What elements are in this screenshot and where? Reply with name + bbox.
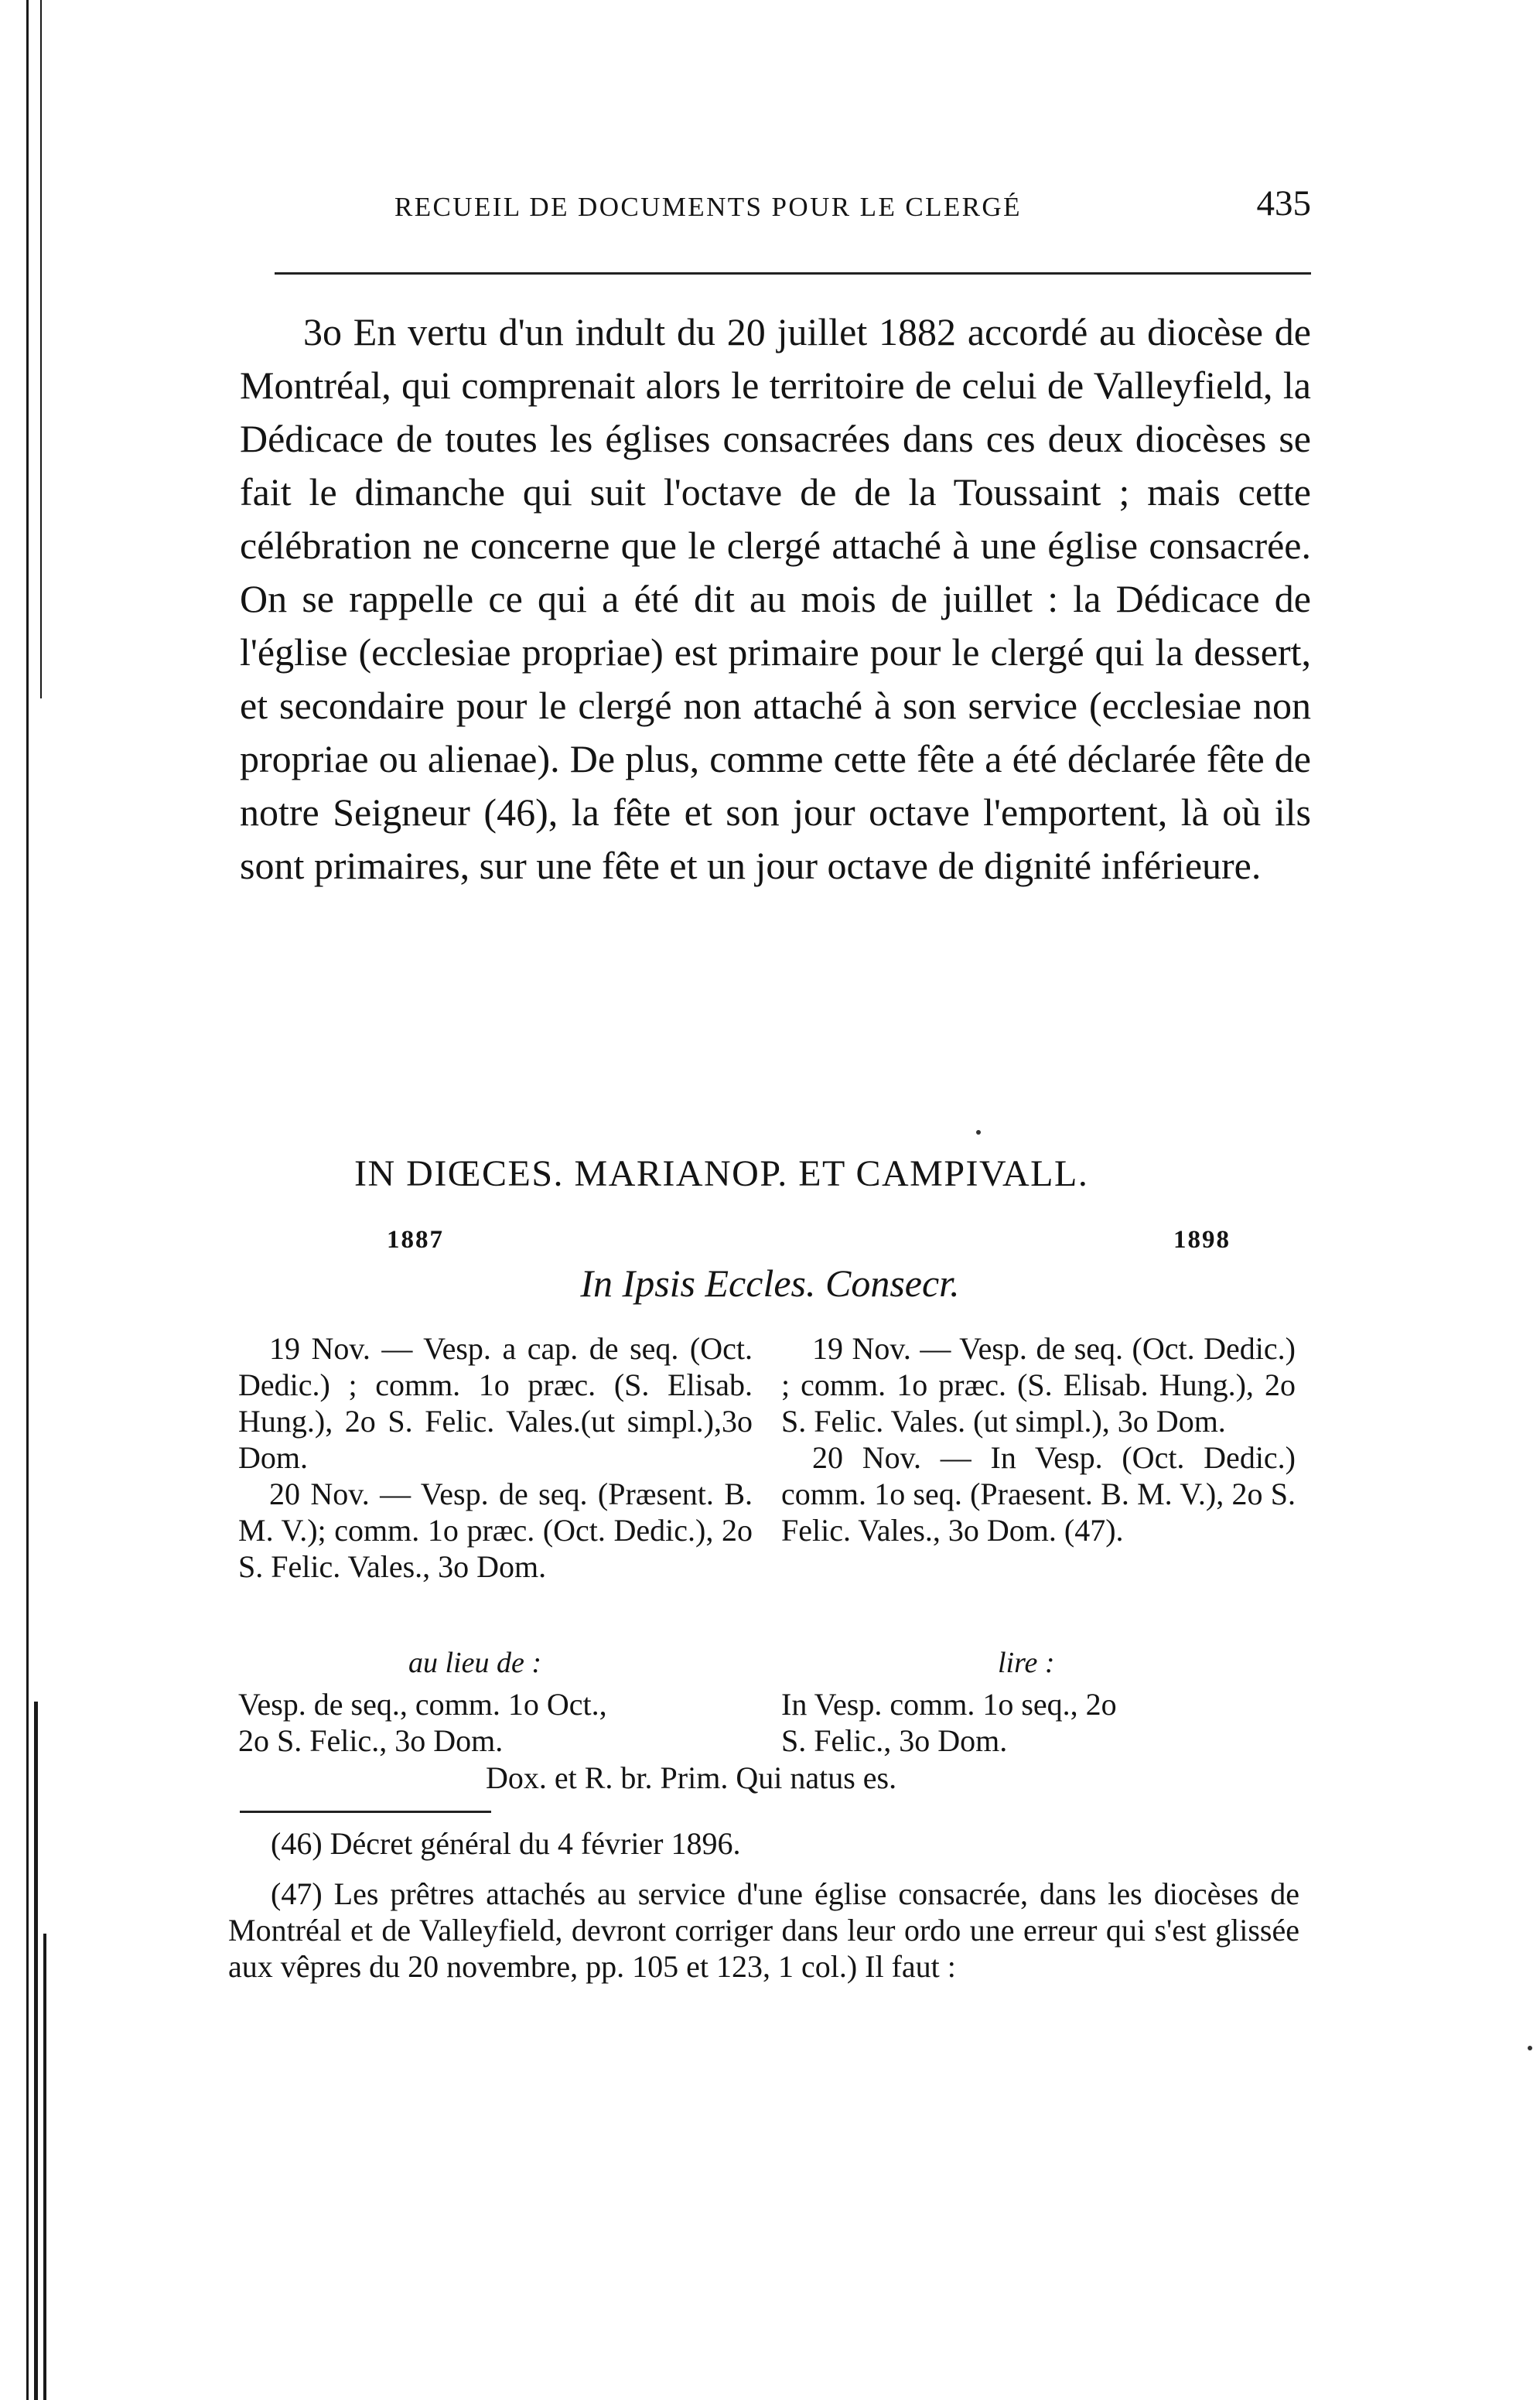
stray-dot — [1528, 2046, 1532, 2050]
closing-line: Dox. et R. br. Prim. Qui natus es. — [486, 1760, 897, 1795]
main-paragraph: 3o En vertu d'un indult du 20 juillet 1882 accordé au diocèse de Montréal, qui comprenait alors le territoire de celui de Valleyfield, la Dédicace de toutes les églises consacrées dans ces deux diocèses se fait le dimanche qui suit l'octave de de la Toussaint ; mais cette célébration ne concerne que le clergé attaché à une église consacrée. On se rappelle ce qui a été dit au mois de juillet : la Dédicace de l'église (ecclesiae propriae) est primaire pour le clergé qui la dessert, et secondaire pour le clergé non attaché à son service (ecclesiae non propriae ou alienae). De plus, comme cette fête a été déclarée fête de notre Seigneur (46), la fête et son jour octave l'emportent, là où ils sont primaires, sur une fête et un jour octave de dignité inférieure. — [240, 310, 1311, 887]
footnote-46: (46) Décret général du 4 février 1896. — [271, 1826, 741, 1861]
year-left: 1887 — [387, 1226, 444, 1254]
year-right: 1898 — [1173, 1226, 1231, 1254]
label-read: lire : — [998, 1647, 1055, 1679]
right-entry-20-nov: 20 Nov. — In Vesp. (Oct. Dedic.) comm. 1o seq. (Praesent. B. M. V.), 2o S. Felic. Vales., 3o Dom. (47). — [781, 1440, 1296, 1548]
page-number: 435 — [1256, 183, 1311, 224]
section-subheading: In Ipsis Eccles. Consecr. — [580, 1261, 960, 1305]
footnote-rule — [240, 1811, 491, 1813]
left-entry-19-nov: 19 Nov. — Vesp. a cap. de seq. (Oct. Dedic.) ; comm. 1o præc. (S. Elisab. Hung.), 2o S. Felic. Vales.(ut simpl.),3o Dom. — [238, 1331, 753, 1475]
left-column — [238, 1330, 753, 1585]
right-entry-19-nov: 19 Nov. — Vesp. de seq. (Oct. Dedic.) ; comm. 1o præc. (S. Elisab. Hung.), 2o S. Felic. Vales. (ut simpl.), 3o Dom. — [781, 1331, 1296, 1439]
header-rule — [275, 272, 1311, 275]
page-header — [394, 183, 1311, 237]
running-head: RECUEIL DE DOCUMENTS POUR LE CLERGÉ — [394, 192, 1022, 222]
page-binding-edge — [23, 0, 62, 2400]
label-instead-of: au lieu de : — [408, 1647, 542, 1679]
stray-dot — [976, 1130, 981, 1135]
correction-instead-of-text: Vesp. de seq., comm. 1o Oct., 2o S. Felic., 3o Dom. — [238, 1687, 607, 1758]
right-column — [781, 1330, 1296, 1548]
footnote-47: (47) Les prêtres attachés au service d'une église consacrée, dans les diocèses de Montréal et de Valleyfield, devront corriger dans leur ordo une erreur qui s'est glissée aux vêpres du 20 novembre, pp. 105 et 123, 1 col.) Il faut : — [228, 1876, 1299, 1984]
rubric-heading: IN DIŒCES. MARIANOP. ET CAMPIVALL. — [354, 1153, 1089, 1194]
left-entry-20-nov: 20 Nov. — Vesp. de seq. (Præsent. B. M. V.); comm. 1o præc. (Oct. Dedic.), 2o S. Felic. Vales., 3o Dom. — [238, 1477, 753, 1584]
correction-read-text: In Vesp. comm. 1o seq., 2o S. Felic., 3o Dom. — [781, 1687, 1117, 1758]
